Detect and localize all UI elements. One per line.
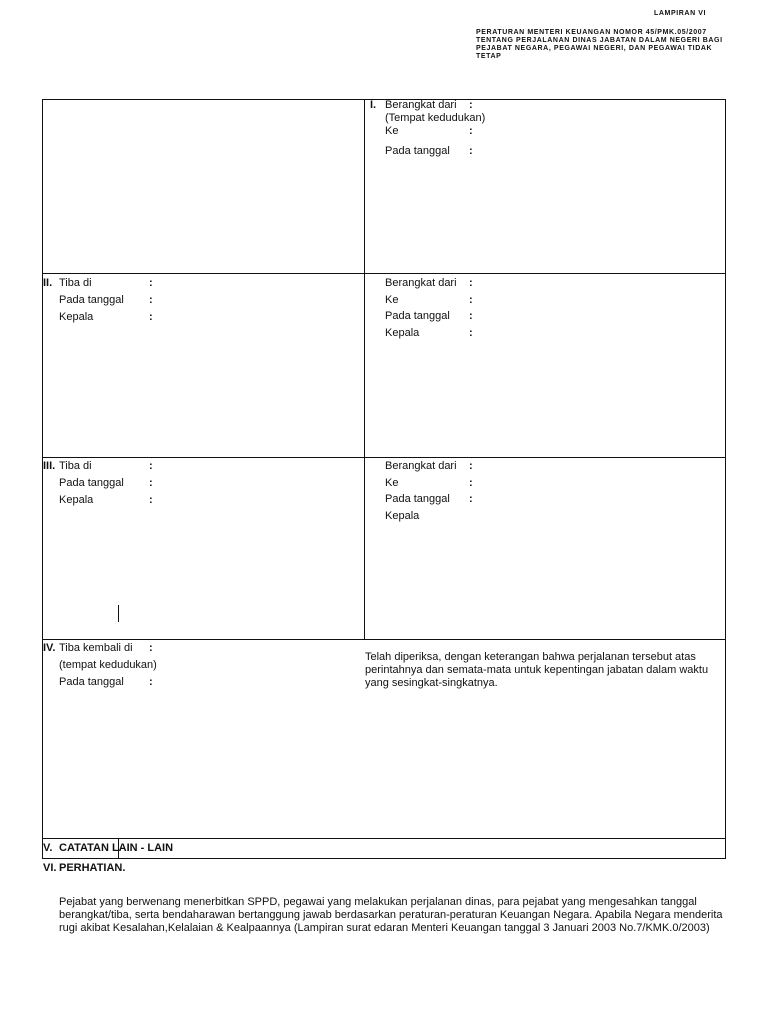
row-divider: [42, 838, 726, 839]
colon: :: [149, 676, 153, 688]
verification-note-line: perintahnya dan semata-mata untuk kepentingan jabatan dalam waktu: [365, 664, 709, 676]
section-2-numeral: II.: [43, 277, 53, 289]
field-berangkat-dari[interactable]: Berangkat dari: [385, 277, 457, 289]
colon: :: [469, 493, 473, 505]
field-kepala[interactable]: Kepala: [59, 311, 94, 323]
text-cursor: [118, 605, 119, 622]
colon: :: [469, 125, 473, 137]
regulation-line: TENTANG PERJALANAN DINAS JABATAN DALAM NEGERI BAGI: [476, 37, 723, 44]
field-pada-tanggal[interactable]: Pada tanggal: [59, 676, 124, 688]
perhatian-line: Pejabat yang berwenang menerbitkan SPPD, pegawai yang melakukan perjalanan dinas, para pejabat yang mengesahkan tanggal: [59, 896, 697, 908]
verification-note-line: yang sesingkat-singkatnya.: [365, 677, 498, 689]
colon: :: [149, 277, 153, 289]
field-pada-tanggal[interactable]: Pada tanggal: [385, 493, 450, 505]
colon: :: [469, 477, 473, 489]
colon: :: [149, 494, 153, 506]
regulation-reference: [476, 29, 756, 61]
field-ke[interactable]: Ke: [385, 477, 399, 489]
perhatian-text: [59, 896, 739, 935]
field-tiba-di[interactable]: Tiba di: [59, 277, 92, 289]
regulation-line: PEJABAT NEGARA, PEGAWAI NEGERI, DAN PEGAWAI TIDAK: [476, 45, 713, 52]
colon: :: [149, 311, 153, 323]
colon: :: [149, 642, 153, 654]
colon: :: [469, 277, 473, 289]
colon: :: [469, 99, 473, 111]
regulation-line: PERATURAN MENTERI KEUANGAN NOMOR 45/PMK.05/2007: [476, 29, 707, 36]
field-berangkat-dari[interactable]: Berangkat dari: [385, 99, 457, 111]
colon: :: [149, 460, 153, 472]
field-ke[interactable]: Ke: [385, 125, 399, 137]
field-tiba-kembali-di[interactable]: Tiba kembali di: [59, 642, 133, 654]
colon: :: [469, 327, 473, 339]
catatan-lain-heading: CATATAN LAIN - LAIN: [59, 842, 174, 854]
perhatian-line: berangkat/tiba, serta bendaharawan bertanggung jawab berdasarkan peraturan-peraturan Keuangan Negara. Apabila Negara menderita: [59, 909, 723, 921]
verification-note-line: Telah diperiksa, dengan keterangan bahwa perjalanan tersebut atas: [365, 651, 696, 663]
field-berangkat-dari[interactable]: Berangkat dari: [385, 460, 457, 472]
lampiran-label: LAMPIRAN VI: [654, 10, 707, 17]
colon: :: [469, 310, 473, 322]
section-1-numeral: I.: [370, 99, 377, 111]
regulation-line: TETAP: [476, 53, 502, 60]
field-kepala[interactable]: Kepala: [385, 510, 420, 522]
colon: :: [469, 460, 473, 472]
field-pada-tanggal[interactable]: Pada tanggal: [385, 310, 450, 322]
colon: :: [469, 145, 473, 157]
perhatian-heading: PERHATIAN.: [59, 862, 126, 874]
section-3-numeral: III.: [43, 460, 56, 472]
colon: :: [149, 477, 153, 489]
sppd-form-table: [42, 99, 726, 859]
field-kepala[interactable]: Kepala: [59, 494, 94, 506]
row-divider: [42, 273, 726, 274]
field-tempat-kedudukan: (tempat kedudukan): [59, 659, 157, 671]
text-cursor: [118, 839, 119, 858]
row-divider: [42, 639, 726, 640]
perhatian-line: rugi akibat Kesalahan,Kelalaian & Kealpaannya (Lampiran surat edaran Menteri Keuangan tanggal 3 Januari 2003 No.7/KMK.0/2003): [59, 922, 710, 934]
section-6-numeral: VI.: [43, 862, 57, 874]
section-4-numeral: IV.: [43, 642, 56, 654]
field-ke[interactable]: Ke: [385, 294, 399, 306]
colon: :: [469, 294, 473, 306]
field-pada-tanggal[interactable]: Pada tanggal: [59, 294, 124, 306]
row-divider: [42, 457, 726, 458]
section-5-numeral: V.: [43, 842, 53, 854]
field-kepala[interactable]: Kepala: [385, 327, 420, 339]
colon: :: [149, 294, 153, 306]
field-pada-tanggal[interactable]: Pada tanggal: [59, 477, 124, 489]
field-tiba-di[interactable]: Tiba di: [59, 460, 92, 472]
field-tempat-kedudukan: (Tempat kedudukan): [385, 112, 486, 124]
field-pada-tanggal[interactable]: Pada tanggal: [385, 145, 450, 157]
column-divider: [364, 99, 365, 639]
